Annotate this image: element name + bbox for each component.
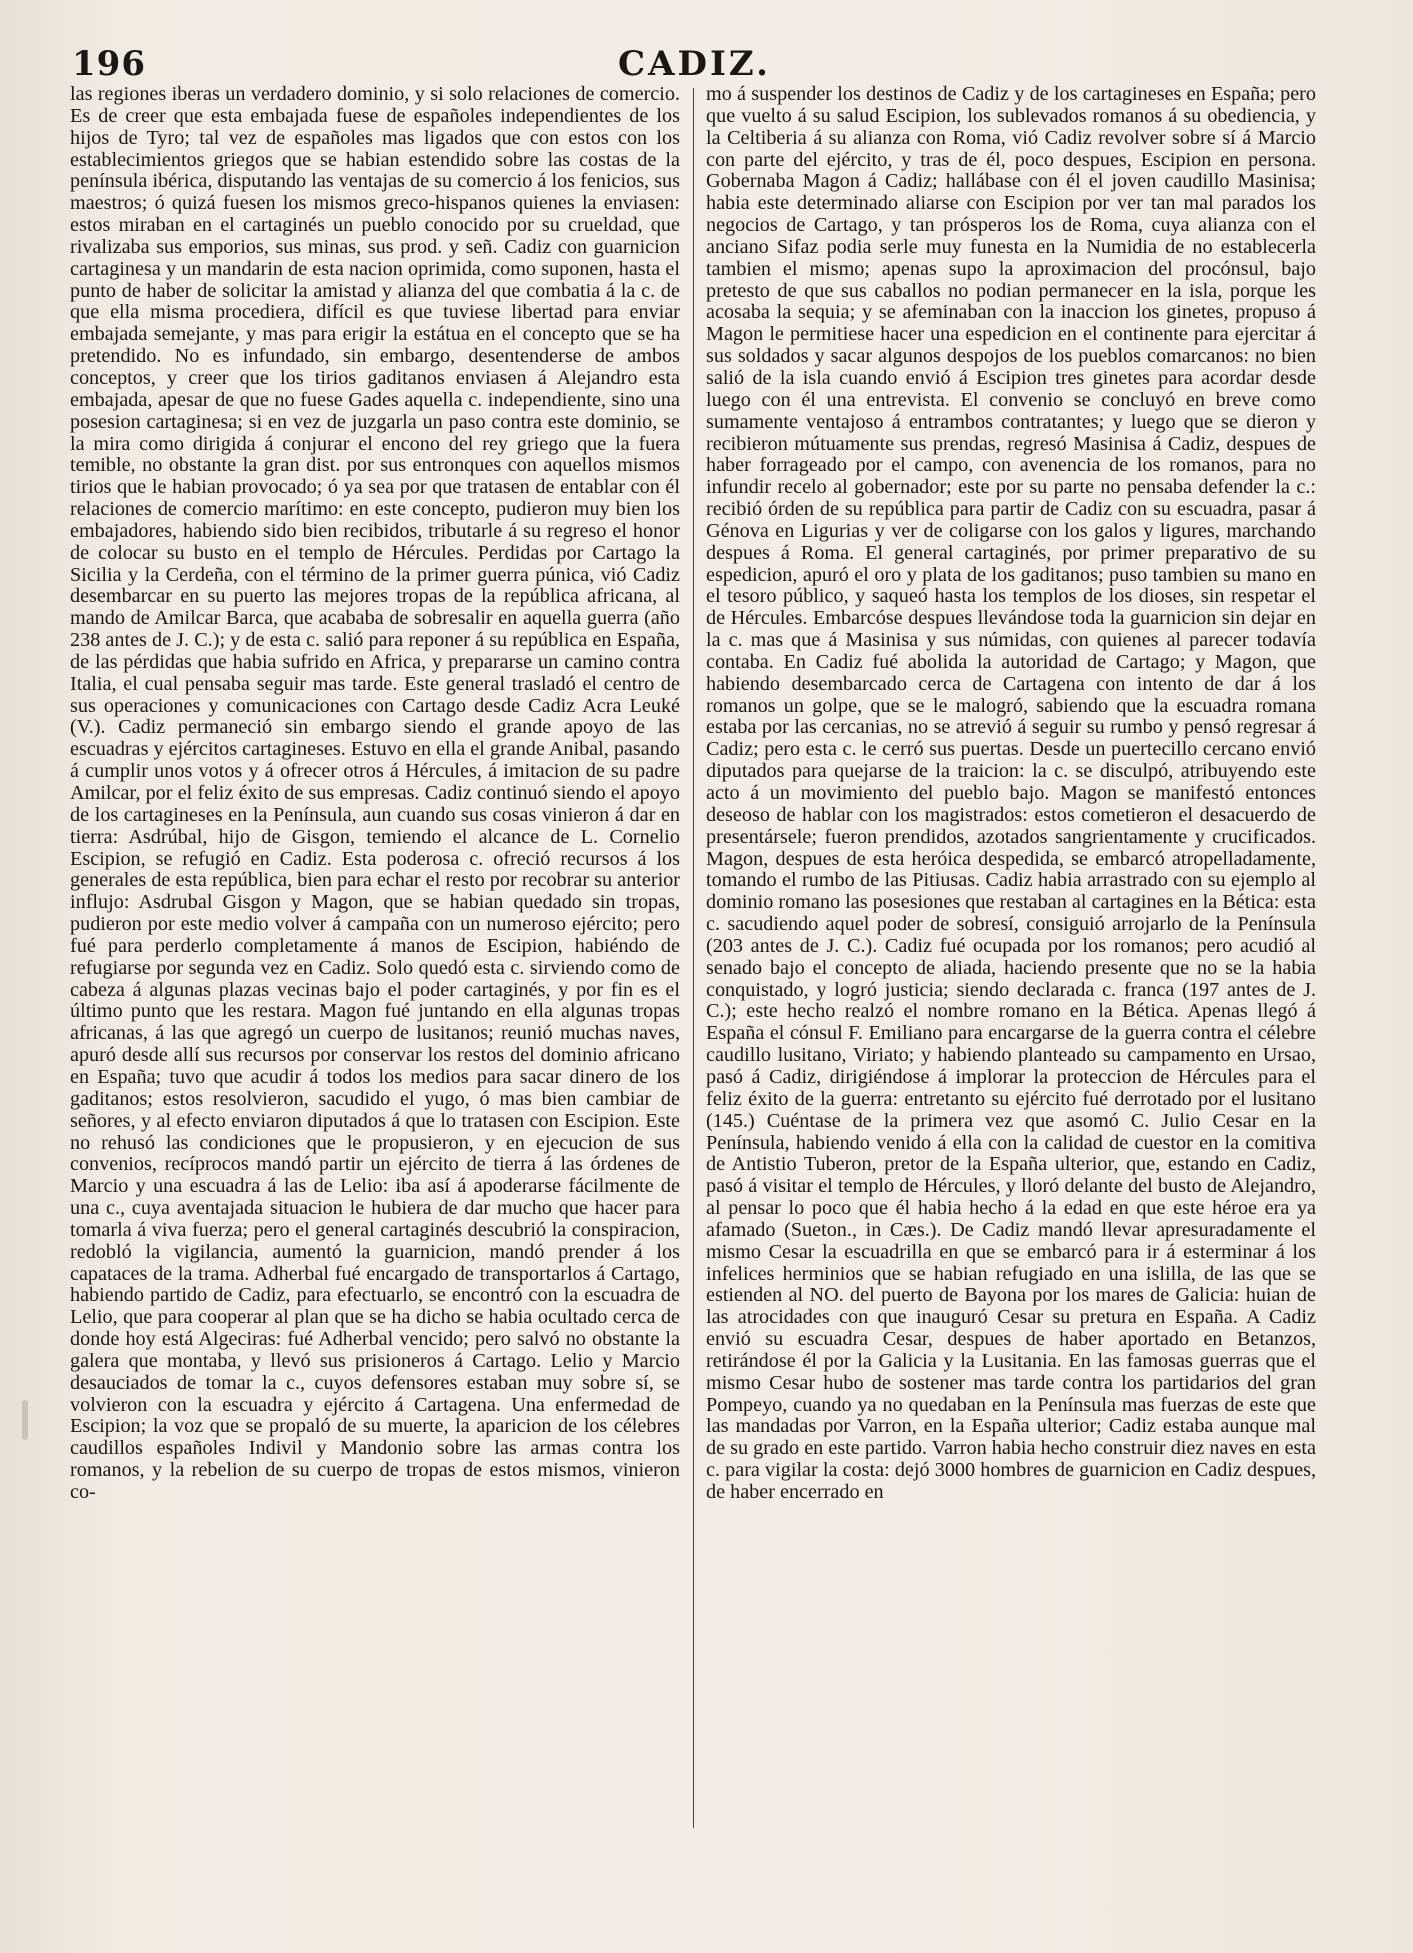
right-column-text: mo á suspender los destinos de Cadiz y de los cartagineses en España; pero que vuelto á su salud Escipion, los sublevados romanos á su obediencia, y la Celtiberia á su alianza con Roma, vió Cadiz revolver sobre sí á Marcio con parte del ejército, y tras de él, poco despues, Escipion en persona. Gobernaba Magon á Cadiz; hallábase con él el joven caudillo Masinisa; habia este determinado aliarse con Escipion por ver tan mal parados los negocios de Cartago, y tan prósperos los de Roma, cuya alianza con el anciano Sifaz podia serle muy funesta en la Numidia de no establecerla tambien el mismo; apenas supo la aproximacion del procónsul, bajo pretesto de que sus caballos no podian permanecer en la isla, porque les acosaba la sequia; y se afeminaban con la inaccion los ginetes, propuso á Magon le permitiese hacer una espedicion en el continente para ejercitar á sus soldados y sacar algunos despojos de los pueblos comarcanos: no bien salió de la isla cuando envió á Escipion tres ginetes para acordar desde luego con él una entrevista. El convenio se concluyó en breve como sumamente ventajoso á entrambos contratantes; y luego que se dieron y recibieron mútuamente sus prendas, regresó Masinisa á Cadiz, despues de haber forrageado por el campo, con avenencia de los romanos, para no infundir recelo al gobernador; este por su parte no pensaba defender la c.: recibió órden de su república para partir de Cadiz con su escuadra, pasar á Génova en Ligurias y ver de coligarse con los galos y ligures, marchando despues á Roma. El general cartaginés, por primer preparativo de su espedicion, apuró el oro y plata de los gaditanos; puso tambien su mano en el tesoro público, y saqueó hasta los templos de los dioses, sin respetar el de Hércules. Embarcóse despues llevándose toda la guarnicion sin dejar en la c. mas que á Masinisa y sus númidas, con quienes al parecer todavía contaba. En Cadiz fué abolida la autoridad de Cartago; y Magon, que habiendo desembarcado cerca de Cartagena con intento de dar á los romanos un golpe, que se le malogró, sabiendo que la escuadra romana estaba por las cercanias, no se atrevió á seguir su rumbo y pensó regresar á Cadiz; pero esta c. le cerró sus puertas. Desde un puertecillo cercano envió diputados para quejarse de la traicion: la c. se disculpó, atribuyendo este acto á un movimiento del pueblo bajo. Magon se manifestó entonces deseoso de hablar con los magistrados: estos cometieron el desacuerdo de presentársele; fueron prendidos, azotados sangrientamente y crucificados. Magon, despues de esta heróica despedida, se embarcó atropelladamente, tomando el rumbo de las Pitiusas. Cadiz habia arrastrado con su ejemplo al dominio romano las posesiones que restaban al cartagines en la Bética: esta c. sacudiendo aquel poder de sobresí, consiguió arrojarlo de la Península (203 antes de J. C.). Cadiz fué ocupada por los romanos; pero acudió al senado bajo el concepto de aliada, haciendo presente que no se la habia conquistado, y logró justicia; siendo declarada c. franca (197 antes de J. C.); este hecho realzó el nombre romano en la Bética. Apenas llegó á España el cónsul F. Emiliano para encargarse de la guerra contra el célebre caudillo lusitano, Viriato; y habiendo planteado su campamento en Ursao, pasó á Cadiz, dirigiéndose á implorar la proteccion de Hércules para el feliz éxito de la guerra: entretanto su ejército fué derrotado por el lusitano (145.) Cuéntase de la primera vez que asomó C. Julio Cesar en la Península, habiendo venido á ella con la calidad de cuestor en la comitiva de Antistio Tuberon, pretor de la España ulterior, que, estando en Cadiz, pasó á visitar el templo de Hércules, y lloró delante del busto de Alejandro, al pensar lo poco que él habia hecho á la edad en que este héroe era ya afamado (Sueton., in Cæs.). De Cadiz mandó llevar apresuradamente el mismo Cesar la escuadrilla en que se embarcó para ir á esterminar á los infelices herminios que se habian refugiado en una islilla, de las que se estienden al NO. del puerto de Bayona por los mares de Galicia: huian de las atrocidades con que inauguró Cesar su pretura en España. A Cadiz envió su escuadra Cesar, despues de haber aportado en Betanzos, retirándose él por la Galicia y la Lusitania. En las famosas guerras que el mismo Cesar hubo de sostener mas tarde contra los partidarios del gran Pompeyo, cuando ya no quedaban en la Península mas fuerzas de este que las mandadas por Varron, en la España ulterior; Cadiz estaba aunque mal de su grado en este partido. Varron habia hecho construir diez naves en esta c. para vigilar la costa: dejó 3000 hombres de guarnicion en Cadiz despues, de haber encerrado en [706, 84, 1316, 1503]
text-columns [70, 84, 1318, 1844]
page-number: 196 [72, 44, 146, 84]
column-divider [693, 88, 694, 1828]
page-header [72, 44, 1317, 88]
margin-mark [22, 1400, 28, 1440]
right-column [706, 84, 1316, 1844]
left-column [70, 84, 680, 1844]
left-column-text: las regiones iberas un verdadero dominio, y si solo relaciones de comercio. Es de creer que esta embajada fuese de españoles independientes de los hijos de Tyro; tal vez de españoles mas ligados que con estos con los establecimientos griegos que se habian estendido sobre las costas de la península ibérica, disputando las ventajas de su comercio á los fenicios, sus maestros; ó quizá fuesen los mismos greco-hispanos quienes la enviasen: estos miraban en el cartaginés un pueblo conocido por su crueldad, que rivalizaba sus emporios, sus minas, sus prod. y señ. Cadiz con guarnicion cartaginesa y un mandarin de esta nacion oprimida, como suponen, hasta el punto de haber de solicitar la amistad y alianza del que combatia á la c. de que ella misma procediera, difícil es que tuviese libertad para enviar embajada semejante, y mas para erigir la estátua en el concepto que se ha pretendido. No es infundado, sin embargo, desentenderse de ambos conceptos, y creer que los tirios gaditanos enviasen á Alejandro esta embajada, apesar de que no fuese Gades aquella c. independiente, sino una posesion cartaginesa; si en vez de juzgarla un paso contra este dominio, se la mira como dirigida á conjurar el encono del rey griego que la fuera temible, no obstante la gran dist. por sus entronques con aquellos mismos tirios que le habian provocado; ó ya sea por que tratasen de entablar con él relaciones de comercio marítimo: en este concepto, pudieron muy bien los embajadores, habiendo sido bien recibidos, tributarle á su regreso el honor de colocar su busto en el templo de Hércules. Perdidas por Cartago la Sicilia y la Cerdeña, con el término de la primer guerra púnica, vió Cadiz desembarcar en su puerto las mejores tropas de la república africana, al mando de Amilcar Barca, que acababa de sobresalir en aquella guerra (año 238 antes de J. C.); y de esta c. salió para reponer á su república en España, de las pérdidas que habia sufrido en Africa, y prepararse un camino contra Italia, el cual pensaba seguir mas tarde. Este general trasladó el centro de sus operaciones y comunicaciones con Cartago desde Cadiz Acra Leuké (V.). Cadiz permaneció sin embargo siendo el grande apoyo de las escuadras y ejércitos cartagineses. Estuvo en ella el grande Anibal, pasando á cumplir unos votos y á ofrecer otros á Hércules, á imitacion de su padre Amilcar, por el feliz éxito de sus empresas. Cadiz continuó siendo el apoyo de los cartagineses en la Península, aun cuando sus cosas vinieron á dar en tierra: Asdrúbal, hijo de Gisgon, temiendo el alcance de L. Cornelio Escipion, se refugió en Cadiz. Esta poderosa c. ofreció recursos á los generales de esta república, bien para echar el resto por recobrar su anterior influjo: Asdrubal Gisgon y Magon, que se habian quedado sin tropas, pudieron por este medio volver á campaña con un numeroso ejército; pero fué para perderlo completamente á manos de Escipion, habiéndo de refugiarse por segunda vez en Cadiz. Solo quedó esta c. sirviendo como de cabeza á algunas plazas vecinas bajo el poder cartaginés, y por fin es el último punto que les restara. Magon fué juntando en ella algunas tropas africanas, á las que agregó un cuerpo de lusitanos; reunió muchas naves, apuró desde allí sus recursos por conservar los restos del dominio africano en España; tuvo que acudir á todos los medios para sacar dinero de los gaditanos; estos resolvieron, sacudido el yugo, ó mas bien cambiar de señores, y al efecto enviaron diputados á que lo tratasen con Escipion. Este no rehusó las condiciones que le propusieron, y en ejecucion de sus convenios, recíprocos mandó partir un ejército de tierra á las órdenes de Marcio y una escuadra á las de Lelio: iba así á apoderarse fácilmente de una c., cuya aventajada situacion le hubiera de dar mucho que hacer para tomarla á viva fuerza; pero el general cartaginés descubrió la conspiracion, redobló la vigilancia, aumentó la guarnicion, mandó prender á los capataces de la trama. Adherbal fué encargado de transportarlos á Cartago, habiendo partido de Cadiz, para efectuarlo, se encontró con la escuadra de Lelio, que para cooperar al plan que se ha dicho se habia ocultado cerca de donde hoy está Algeciras: fué Adherbal vencido; pero salvó no obstante la galera que montaba, y llevó sus prisioneros á Cartago. Lelio y Marcio desauciados de tomar la c., cuyos defensores estaban muy sobre sí, se volvieron con la escuadra y ejército á Cartagena. Una enfermedad de Escipion; la voz que se propaló de su muerte, la aparicion de los célebres caudillos españoles Indivil y Mandonio sobre las armas contra los romanos, y la rebelion de su cuerpo de tropas de estos mismos, vinieron co- [70, 84, 680, 1503]
running-title: CADIZ. [618, 44, 771, 84]
